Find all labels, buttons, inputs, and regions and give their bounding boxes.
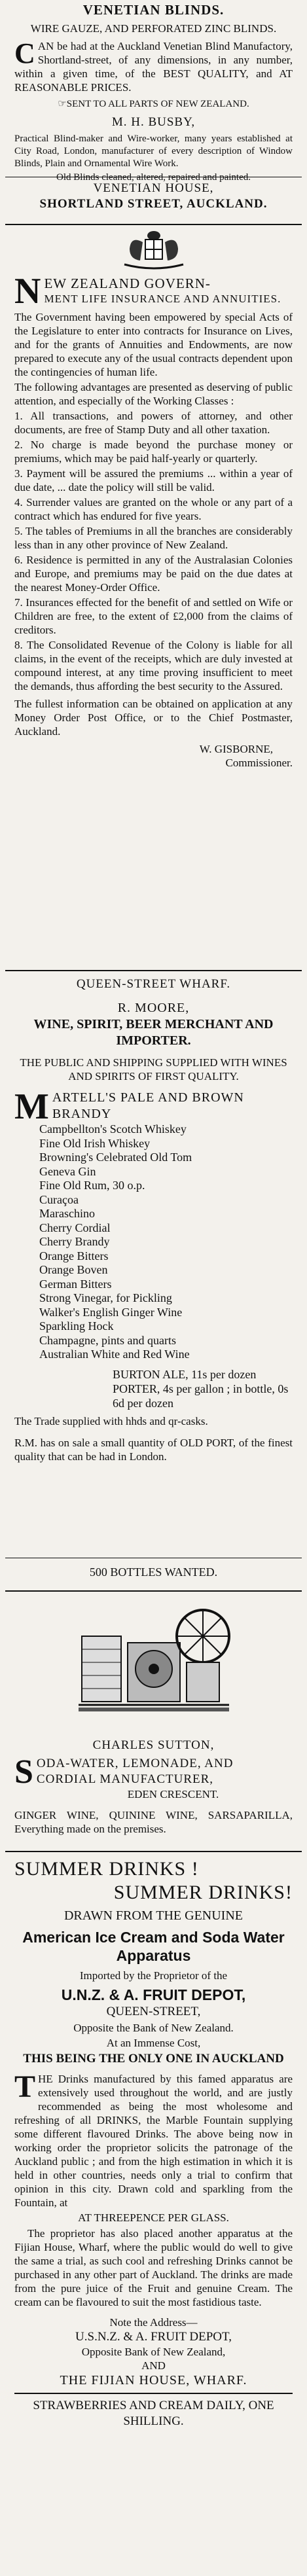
drinks-cost: At an Immense Cost, (106, 2037, 201, 2049)
moore-wharf: QUEEN-STREET WHARF. (76, 977, 231, 991)
soda-machine-icon (75, 1597, 232, 1728)
life-insurance-advert (0, 271, 307, 965)
life-lead: The following advantages are presented as deserving of public attention, and especially of the Working Classes : (14, 381, 293, 407)
drinks-american: American Ice Cream and Soda Water Apparatus (22, 1929, 285, 1964)
drinks-addr2: Opposite Bank of New Zealand, (81, 2346, 226, 2358)
venetian-subtitle: WIRE GAUZE, AND PERFORATED ZINC BLINDS. (30, 22, 277, 35)
drinks-body: HE Drinks manufactured by this famed apparatus are extensively used throughout the world, and are justly recommended as being the most wholesome and refreshing of all DRINKS, the Marble Fountain supplying some different flavoured Drinks. The above being now in working order the proprietor solicits the patronage of the Auckland public ; and from the high estimation in which it is held in other countries, needs only a trial to confirm that opinion in this city. Drawn cold and sparkling from the Fountain, at (14, 2073, 293, 2209)
venetian-blinds-advert (0, 1, 307, 183)
venetian-old: Old Blinds cleaned, altered, repaired and painted. (56, 172, 251, 183)
moore-porter: PORTER, 4s per gallon ; in bottle, 0s 6d per dozen (113, 1382, 289, 1410)
drinks-straw: STRAWBERRIES AND CREAM DAILY, ONE SHILLING. (33, 2399, 274, 2428)
sutton-ginger: GINGER WINE, QUININE WINE, SARSAPARILLA, Everything made on the premises. (14, 1809, 293, 1835)
moore-bottles: 500 BOTTLES WANTED. (89, 1565, 218, 1579)
drinks-opposite: Opposite the Bank of New Zealand. (73, 2022, 234, 2034)
list-item: Maraschino (39, 1207, 95, 1220)
divider (5, 1851, 302, 1852)
list-item: Strong Vinegar, for Pickling (39, 1291, 172, 1304)
list-item: Orange Bitters (39, 1249, 109, 1262)
list-item: 4. Surrender values are granted on the whole or any part of a contract which has endured for five years. (14, 496, 293, 522)
coat-of-arms-icon (111, 229, 196, 271)
drinks-only: THIS BEING THE ONLY ONE IN AUCKLAND (23, 2052, 284, 2066)
list-item: Fine Old Irish Whiskey (39, 1136, 151, 1150)
sutton-trade: ODA-WATER, LEMONADE, AND CORDIAL MANUFACTURER, (36, 1757, 234, 1786)
list-item: 6. Residence is permitted in any of the Australasian Colonies and Europe, and premiums may be paid on the due dates at the nearest Money-Order Office. (14, 554, 293, 594)
summer-drinks-advert (0, 1857, 307, 2576)
list-item: Cherry Cordial (39, 1221, 111, 1234)
list-item: 5. The tables of Premiums in all the branches are considerably less than in any other province of New Zealand. (14, 525, 293, 551)
venetian-house: VENETIAN HOUSE, (93, 181, 214, 195)
drinks-from: DRAWN FROM THE GENUINE (63, 1908, 244, 1923)
drinks-and: AND (141, 2359, 166, 2372)
list-item: Fine Old Rum, 30 o.p. (39, 1179, 145, 1192)
drinks-para2: The proprietor has also placed another apparatus at the Fijian House, Wharf, where the public would do well to give the same a trial, as such cool and refreshing Drinks cannot be purchased in any other part of Auckland. The drinks are made from the pure juice of the Fruit and genuine Cream. The cream can be flavoured to suit the most fastidious taste. (14, 2227, 293, 2308)
moore-items-list (14, 1122, 293, 1362)
life-intro: The Government having been empowered by special Acts of the Legislature to enter into contracts for Insurance on Lives, and for the grants of Annuities and Endowments, are now prepared to execute any of the usual contracts dependent upon the contingencies of human life. (14, 311, 293, 378)
list-item: 3. Payment will be assured the premiums ... within a year of due date, ... date the policy will still be valid. (14, 467, 293, 493)
list-item: Australian White and Red Wine (39, 1348, 190, 1361)
soda-machine-illustration (0, 1597, 307, 1734)
moore-first: ARTELL'S PALE AND BROWN BRANDY (52, 1090, 244, 1121)
moore-trade: WINE, SPIRIT, BEER MERCHANT AND IMPORTER. (33, 1017, 274, 1048)
moore-burton: BURTON ALE, 11s per dozen (113, 1367, 257, 1381)
moore-supply: THE PUBLIC AND SHIPPING SUPPLIED WITH WINES AND SPIRITS OF FIRST QUALITY. (20, 1056, 287, 1082)
list-item: 8. The Consolidated Revenue of the Colony is liable for all claims, in the event of the receipts, which are duly invested at compound interest, at any time proving insufficient to meet the demands, thus affording the best security to the Assured. (14, 639, 293, 692)
sutton-address: EDEN CRESCENT. (127, 1788, 219, 1800)
list-item: 7. Insurances effected for the benefit of and settled on Wife or Children are free, to the extent of £2,000 from the claims of creditors. (14, 596, 293, 636)
bottles-block (0, 1564, 307, 1585)
venetian-title: VENETIAN BLINDS. (82, 2, 225, 18)
drinks-addr3: THE FIJIAN HOUSE, WHARF. (60, 2373, 247, 2388)
sutton-name: CHARLES SUTTON, (92, 1738, 215, 1752)
venetian-name: M. H. BUSBY, (111, 115, 196, 129)
list-item: Orange Boven (39, 1263, 108, 1276)
moore-dropcap: M (14, 1086, 50, 1127)
drinks-h1: SUMMER DRINKS ! (14, 1858, 199, 1880)
life-title-b: MENT LIFE INSURANCE AND ANNUITIES. (44, 293, 281, 305)
life-signer: W. GISBORNE, (199, 743, 273, 755)
venetian-house-block (0, 181, 307, 220)
venetian-street: SHORTLAND STREET, AUCKLAND. (39, 197, 268, 211)
list-item: Curaçoa (39, 1192, 79, 1206)
venetian-sent: ☞SENT TO ALL PARTS OF NEW ZEALAND. (58, 99, 249, 109)
list-item: German Bitters (39, 1277, 112, 1291)
life-title-a: EW ZEALAND GOVERN- (44, 276, 211, 291)
life-dropcap: N (14, 271, 42, 312)
venetian-body: AN be had at the Auckland Venetian Blind Manufactory, Shortland-street, of any dimensions, in any number, within a given time, of the BEST QUALITY, and AT REASONABLE PRICES. (14, 40, 293, 94)
sutton-advert (0, 1738, 307, 1849)
list-item: Walker's English Ginger Wine (39, 1305, 183, 1319)
drinks-h2: SUMMER DRINKS! (113, 1882, 293, 1903)
list-item: 1. All transactions, and powers of attorney, and other documents, are free of Stamp Duty and all other taxation. (14, 410, 293, 436)
sutton-dropcap: S (14, 1753, 34, 1791)
list-item: Sparkling Hock (39, 1319, 114, 1333)
drinks-depot: U.N.Z. & A. FRUIT DEPOT, (61, 1986, 246, 2003)
drinks-queen: QUEEN-STREET, (106, 2005, 201, 2018)
list-item: Geneva Gin (39, 1164, 96, 1178)
divider (5, 970, 302, 971)
life-fuller: The fullest information can be obtained on application at any Money Order Post Office, or to the Chief Postmaster, Auckland. (14, 698, 293, 738)
life-role: Commissioner. (225, 757, 293, 769)
drinks-addr1: U.S.N.Z. & A. FRUIT DEPOT, (75, 2330, 232, 2344)
drinks-note: Note the Address— (109, 2316, 198, 2329)
venetian-dropcap: C (14, 37, 35, 69)
list-item: Browning's Celebrated Old Tom (39, 1151, 192, 1164)
venetian-practical: Practical Blind-maker and Wire-worker, many years established at City Road, London, manufacturer of every description of Window Blinds, Plain and Ornamental Wire Work. (14, 134, 293, 169)
moore-trade-supplied: The Trade supplied with hhds and qr-casks. (14, 1414, 208, 1427)
coat-of-arms-block (0, 229, 307, 274)
divider (5, 1590, 302, 1592)
drinks-imported: Imported by the Proprietor of the (79, 1969, 228, 1982)
divider (5, 224, 302, 225)
list-item: Champagne, pints and quarts (39, 1333, 176, 1347)
list-item: Cherry Brandy (39, 1235, 110, 1248)
life-items-list (14, 409, 293, 693)
moore-sale: R.M. has on sale a small quantity of OLD PORT, of the finest quality that can be had in London. (14, 1436, 293, 1463)
list-item: 2. No charge is made beyond the purchase money or premiums, which may be paid half-yearly or quarterly. (14, 438, 293, 465)
drinks-dropcap: T (14, 2069, 36, 2104)
moore-name: R. MOORE, (117, 1001, 190, 1015)
drinks-threepence: AT THREEPENCE PER GLASS. (78, 2211, 229, 2224)
moore-advert (0, 976, 307, 1552)
list-item: Campbellton's Scotch Whiskey (39, 1122, 187, 1136)
